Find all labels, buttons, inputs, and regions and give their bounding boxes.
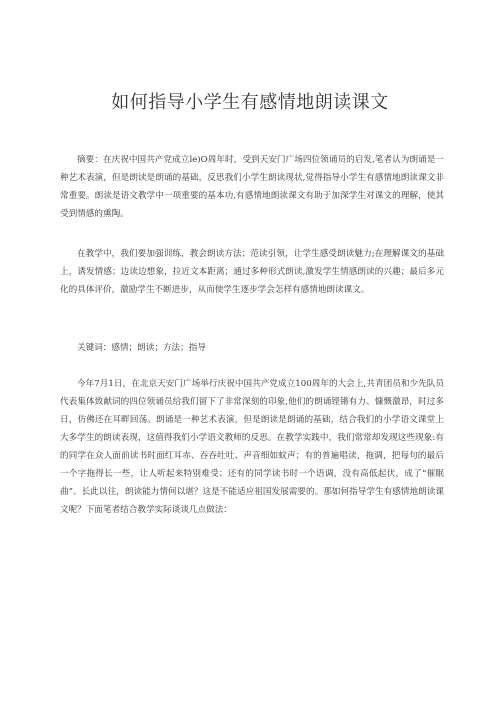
body-paragraph: 今年7月1日，在北京天安门广场举行庆祝中国共产党成立100周年的大会上,共青团员和少先队员代表集体致献词的四位领诵员给我们留下了非常深刻的印象,他们的朗诵铿锵有力、慷慨激昂，时过多日，仿佛还在耳畔回荡。朗诵是一种艺术表演，但是朗读是朗诵的基础，结合我们的小学语文课堂上大多学生的朗读表现，这值得我们小学语文教师的反思。在教学实践中，我们常常却发现这些现象:有的同学在众人面前读书时面红耳赤、吞吞吐吐、声音细如蚊声；有的普遍唱读，拖调，把每句的最后一个字拖得长一些，让人听起来特别难受；还有的同学读书时一个语调，没有高低起伏，成了“催眠曲”。长此以往，朗读能力情何以堪？这是不能适应祖国发展需要的。那如何指导学生有感情地朗读课文呢？下面笔者结合教学实际谈谈几点做法：: [60, 379, 444, 515]
summary-paragraph: 在教学中，我们要加强训练，教会朗读方法；范读引领，让学生感受朗读魅力;在理解课文的基础上，诱发情感；边读边想象，拉近文本距离；通过多种形式朗读,激发学生情感朗读的兴趣；最后多元化的具体评价，激励学生不断进步，从而使学生逐步学会怎样有感情地朗读课文。: [60, 249, 444, 295]
document-title: 如何指导小学生有感情地朗读课文: [111, 92, 389, 113]
abstract-paragraph: 摘要：在庆祝中国共产党成立le)O周年时，受到天安门广场四位领诵员的启发,笔者认为朗诵是一种艺术表演，但是朗读是朗诵的基础，反思我们小学生朗读现状,觉得指导小学生有感情地朗读课文非常重要。朗读是语文教学中一项重要的基本功,有感情地朗读课文有助于加深学生对课文的理解，使其受到情感的熏陶。: [60, 155, 444, 219]
keywords-line: 关键词：感情；朗读；方法；指导: [77, 343, 206, 353]
